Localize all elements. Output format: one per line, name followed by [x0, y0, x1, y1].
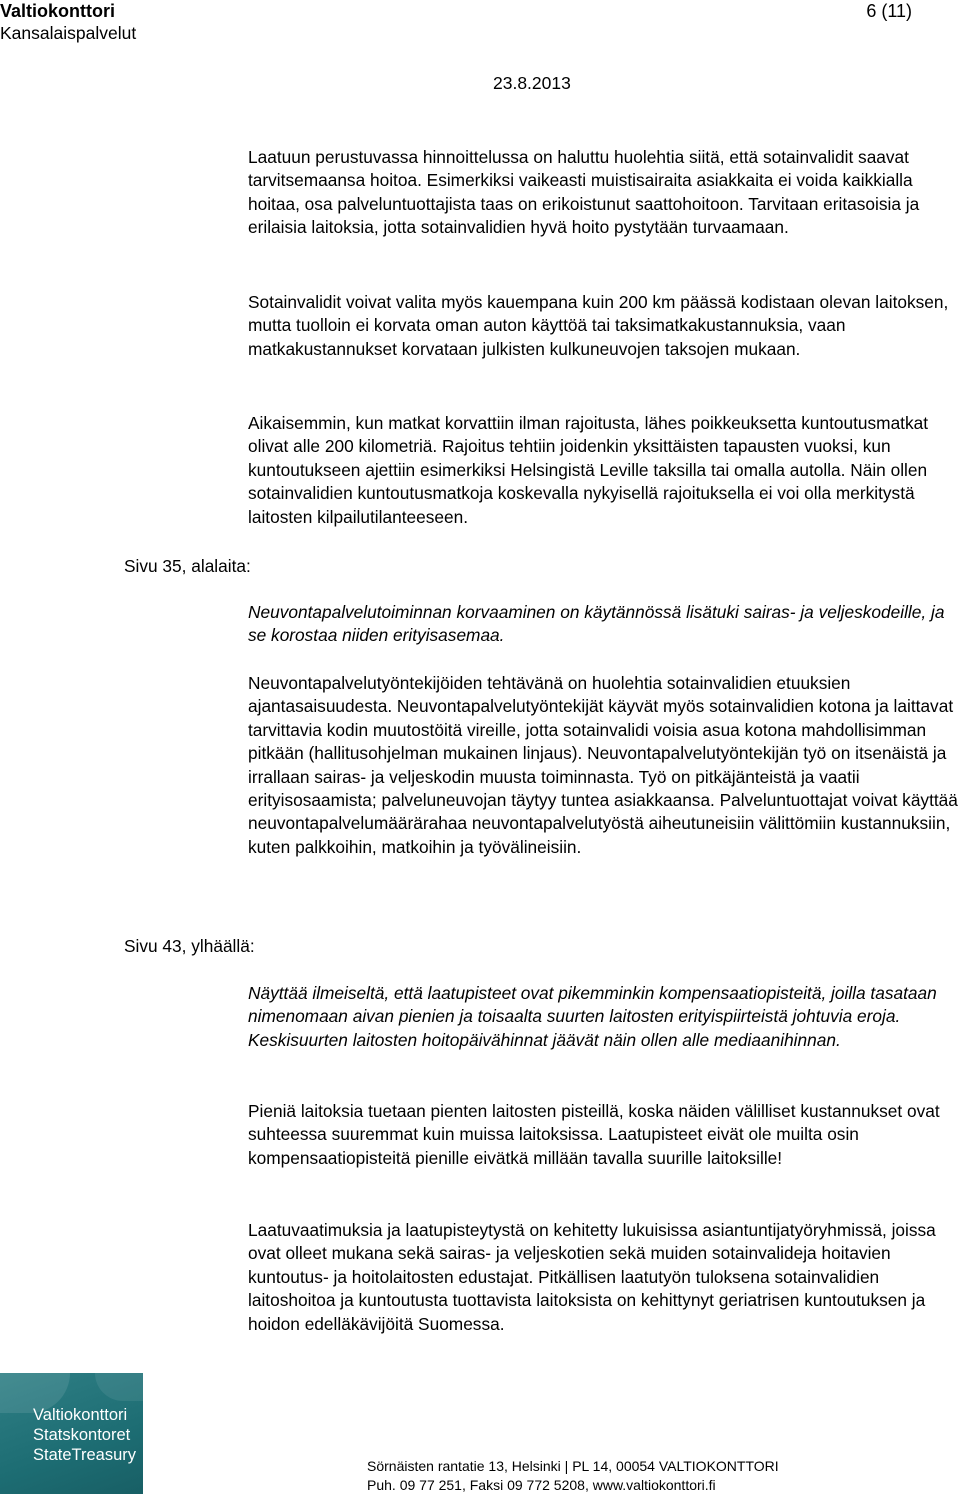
valtiokonttori-logo [0, 1373, 143, 1494]
footer-address: Sörnäisten rantatie 13, Helsinki | PL 14, 00054 VALTIOKONTTORI [367, 1458, 779, 1474]
header-dept: Kansalaispalvelut [0, 23, 137, 43]
label-page-35: Sivu 35, alalaita: [124, 556, 251, 576]
paragraph-4: Neuvontapalvelutyöntekijöiden tehtävänä on huolehtia sotainvalidien etuuksien ajantasaisuudesta. Neuvontapalvelutyöntekijät käyvät myös sotainvalidien kotona ja laittavat tarvittavia kodin muutostöitä vireille, jotta sotainvalidi voisia asua kotona mahdollisimman pitkään (hallitusohjelman mukainen linjaus). Neuvontapalvelutyöntekijän työ on itsenäistä ja irrallaan sairas- ja veljeskodin muusta toiminnasta. Työ on pitkäjänteistä ja vaatii erityisosaamista; palveluneuvojan täytyy tuntea asiakkaansa. Palveluntuottajat voivat käyttää neuvontapalvelumäärärahaa neuvontapalvelutyöstä aiheutuneisiin välittömiin kustannuksiin, kuten palkkoihin, matkoihin ja työvälineisiin. [248, 673, 958, 857]
quote-2: Näyttää ilmeiseltä, että laatupisteet ovat pikemminkin kompensaatiopisteitä, joilla tasataan nimenomaan aivan pienien ja toisaalta suurten laitosten erityispiirteistä johtuvia eroja. Keskisuurten laitosten hoitopäivähinnat jäävät näin ollen alle mediaanihinnan. [248, 983, 937, 1050]
label-page-43: Sivu 43, ylhäällä: [124, 936, 255, 956]
logo-line-2: Statskontoret [33, 1426, 131, 1444]
document-date: 23.8.2013 [493, 73, 571, 93]
footer-contact: Puh. 09 77 251, Faksi 09 772 5208, www.valtiokonttori.fi [367, 1477, 716, 1493]
paragraph-1: Laatuun perustuvassa hinnoittelussa on haluttu huolehtia siitä, että sotainvalidit saavat tarvitsemaansa hoitoa. Esimerkiksi vaikeasti muistisairaita asiakkaita ei voida kaikkialla hoitaa, osa palveluntuottajista taas on erikoistunut saattohoitoon. Tarvitaan eritasoisia ja erilaisia laitoksia, jotta sotainvalidien hyvä hoito pystytään turvaamaan. [248, 147, 920, 238]
logo-line-3: StateTreasury [33, 1446, 137, 1464]
paragraph-3: Aikaisemmin, kun matkat korvattiin ilman rajoitusta, lähes poikkeuksetta kuntoutusmatkat olivat alle 200 kilometriä. Rajoitus tehtiin joidenkin yksittäisten tapausten vuoksi, kun kuntoutukseen ajettiin esimerkiksi Helsingistä Leville taksilla tai omalla autolla. Näin ollen sotainvalidien kuntoutusmatkoja koskevalla nykyisellä rajoituksella ei voi olla merkitystä laitosten kilpailutilanteeseen. [248, 413, 929, 527]
logo-shape [95, 1373, 143, 1401]
quote-1: Neuvontapalvelutoiminnan korvaaminen on käytännössä lisätuki sairas- ja veljeskodeille, ja se korostaa niiden erityisasemaa. [248, 602, 945, 646]
paragraph-2: Sotainvalidit voivat valita myös kauempana kuin 200 km päässä kodistaan olevan laitoksen, mutta tuolloin ei korvata oman auton käyttöä tai taksimatkakustannuksia, vaan matkakustannukset korvataan julkisten kulkuneuvojen taksojen mukaan. [248, 292, 949, 359]
header-org: Valtiokonttori [0, 1, 116, 21]
logo-line-1: Valtiokonttori [33, 1406, 128, 1424]
paragraph-5: Pieniä laitoksia tuetaan pienten laitosten pisteillä, koska näiden välilliset kustannukset ovat suhteessa suuremmat kuin muissa laitoksissa. Laatupisteet eivät ole muilta osin kompensaatiopisteitä pienille eivätkä millään tavalla suurille laitoksille! [248, 1101, 940, 1168]
paragraph-6: Laatuvaatimuksia ja laatupisteytystä on kehitetty lukuisissa asiantuntijatyöryhmissä, joissa ovat olleet mukana sekä sairas- ja veljeskotien sekä muiden sotainvalideja hoitavien kuntoutus- ja hoitolaitosten edustajat. Pitkällisen laatutyön tuloksena sotainvalidien laitoshoitoa ja kuntoutusta tuottavista laitoksista on kehittynyt geriatrisen kuntoutuksen ja hoidon edelläkävijöitä Suomessa. [248, 1220, 936, 1334]
page-number: 6 (11) [866, 1, 912, 21]
